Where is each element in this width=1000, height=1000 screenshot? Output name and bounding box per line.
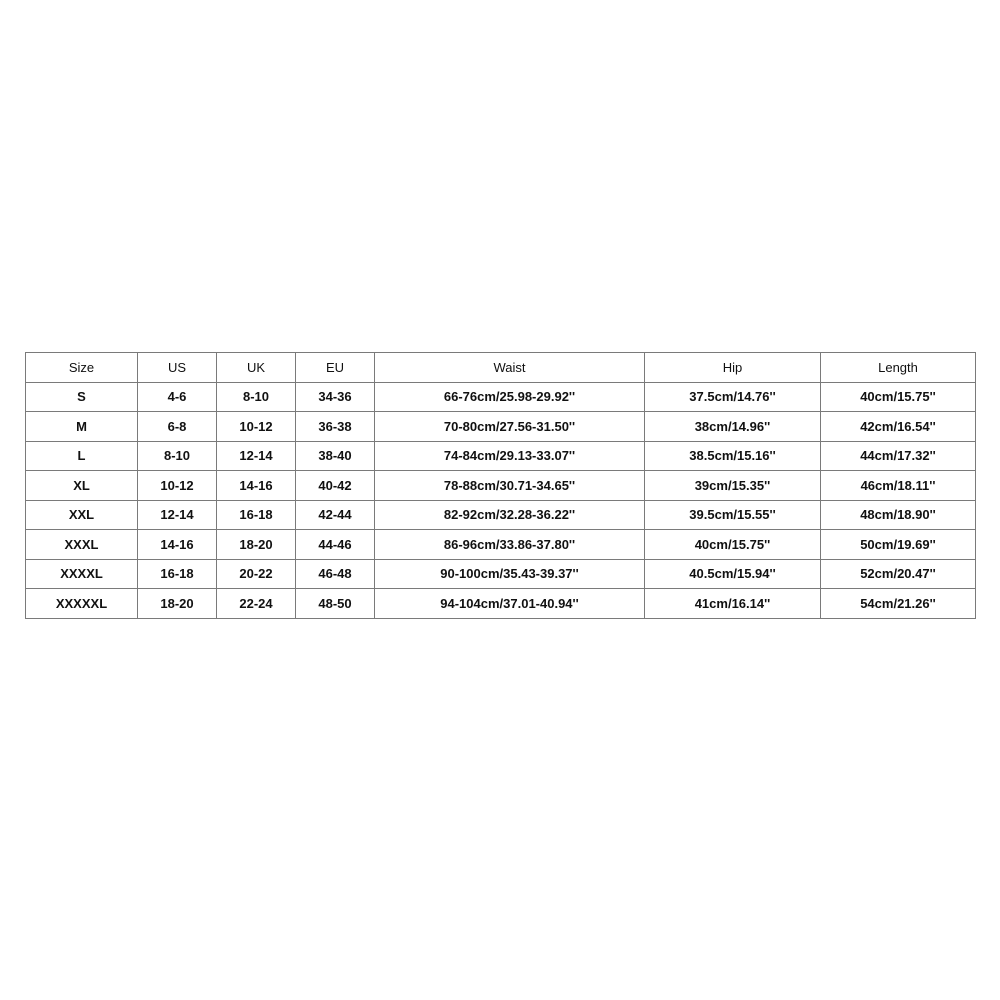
- cell-eu: 36-38: [296, 412, 375, 442]
- cell-eu: 40-42: [296, 471, 375, 501]
- cell-length: 42cm/16.54'': [821, 412, 976, 442]
- cell-uk: 20-22: [217, 559, 296, 589]
- cell-size: XL: [26, 471, 138, 501]
- cell-eu: 34-36: [296, 382, 375, 412]
- table-row: [26, 530, 976, 560]
- cell-hip: 40cm/15.75'': [645, 530, 821, 560]
- column-header-size: Size: [26, 353, 138, 383]
- cell-waist: 94-104cm/37.01-40.94'': [375, 589, 645, 619]
- cell-eu: 42-44: [296, 500, 375, 530]
- cell-waist: 66-76cm/25.98-29.92'': [375, 382, 645, 412]
- cell-uk: 16-18: [217, 500, 296, 530]
- cell-length: 48cm/18.90'': [821, 500, 976, 530]
- cell-waist: 90-100cm/35.43-39.37'': [375, 559, 645, 589]
- cell-us: 10-12: [138, 471, 217, 501]
- cell-size: XXXXXL: [26, 589, 138, 619]
- cell-hip: 39cm/15.35'': [645, 471, 821, 501]
- cell-eu: 46-48: [296, 559, 375, 589]
- cell-hip: 41cm/16.14'': [645, 589, 821, 619]
- cell-length: 46cm/18.11'': [821, 471, 976, 501]
- cell-size: XXXXL: [26, 559, 138, 589]
- table-row: [26, 500, 976, 530]
- column-header-hip: Hip: [645, 353, 821, 383]
- cell-uk: 18-20: [217, 530, 296, 560]
- table-row: [26, 559, 976, 589]
- column-header-eu: EU: [296, 353, 375, 383]
- cell-eu: 48-50: [296, 589, 375, 619]
- cell-length: 54cm/21.26'': [821, 589, 976, 619]
- cell-eu: 44-46: [296, 530, 375, 560]
- cell-size: L: [26, 441, 138, 471]
- cell-us: 6-8: [138, 412, 217, 442]
- cell-length: 40cm/15.75'': [821, 382, 976, 412]
- cell-hip: 37.5cm/14.76'': [645, 382, 821, 412]
- cell-waist: 70-80cm/27.56-31.50'': [375, 412, 645, 442]
- cell-uk: 14-16: [217, 471, 296, 501]
- cell-size: XXL: [26, 500, 138, 530]
- cell-uk: 22-24: [217, 589, 296, 619]
- cell-us: 8-10: [138, 441, 217, 471]
- cell-size: S: [26, 382, 138, 412]
- cell-waist: 74-84cm/29.13-33.07'': [375, 441, 645, 471]
- cell-uk: 8-10: [217, 382, 296, 412]
- cell-hip: 39.5cm/15.55'': [645, 500, 821, 530]
- cell-length: 44cm/17.32'': [821, 441, 976, 471]
- cell-size: M: [26, 412, 138, 442]
- cell-us: 14-16: [138, 530, 217, 560]
- table-row: [26, 382, 976, 412]
- cell-us: 16-18: [138, 559, 217, 589]
- cell-hip: 38cm/14.96'': [645, 412, 821, 442]
- cell-eu: 38-40: [296, 441, 375, 471]
- column-header-us: US: [138, 353, 217, 383]
- column-header-length: Length: [821, 353, 976, 383]
- cell-hip: 38.5cm/15.16'': [645, 441, 821, 471]
- table-row: [26, 412, 976, 442]
- cell-waist: 78-88cm/30.71-34.65'': [375, 471, 645, 501]
- cell-uk: 10-12: [217, 412, 296, 442]
- cell-uk: 12-14: [217, 441, 296, 471]
- table-row: [26, 589, 976, 619]
- cell-us: 4-6: [138, 382, 217, 412]
- cell-hip: 40.5cm/15.94'': [645, 559, 821, 589]
- cell-us: 12-14: [138, 500, 217, 530]
- table-row: [26, 441, 976, 471]
- cell-length: 52cm/20.47'': [821, 559, 976, 589]
- cell-us: 18-20: [138, 589, 217, 619]
- size-chart-table: [25, 352, 976, 619]
- table-row: [26, 471, 976, 501]
- cell-waist: 86-96cm/33.86-37.80'': [375, 530, 645, 560]
- column-header-waist: Waist: [375, 353, 645, 383]
- cell-waist: 82-92cm/32.28-36.22'': [375, 500, 645, 530]
- cell-length: 50cm/19.69'': [821, 530, 976, 560]
- cell-size: XXXL: [26, 530, 138, 560]
- column-header-uk: UK: [217, 353, 296, 383]
- header-row: [26, 353, 976, 383]
